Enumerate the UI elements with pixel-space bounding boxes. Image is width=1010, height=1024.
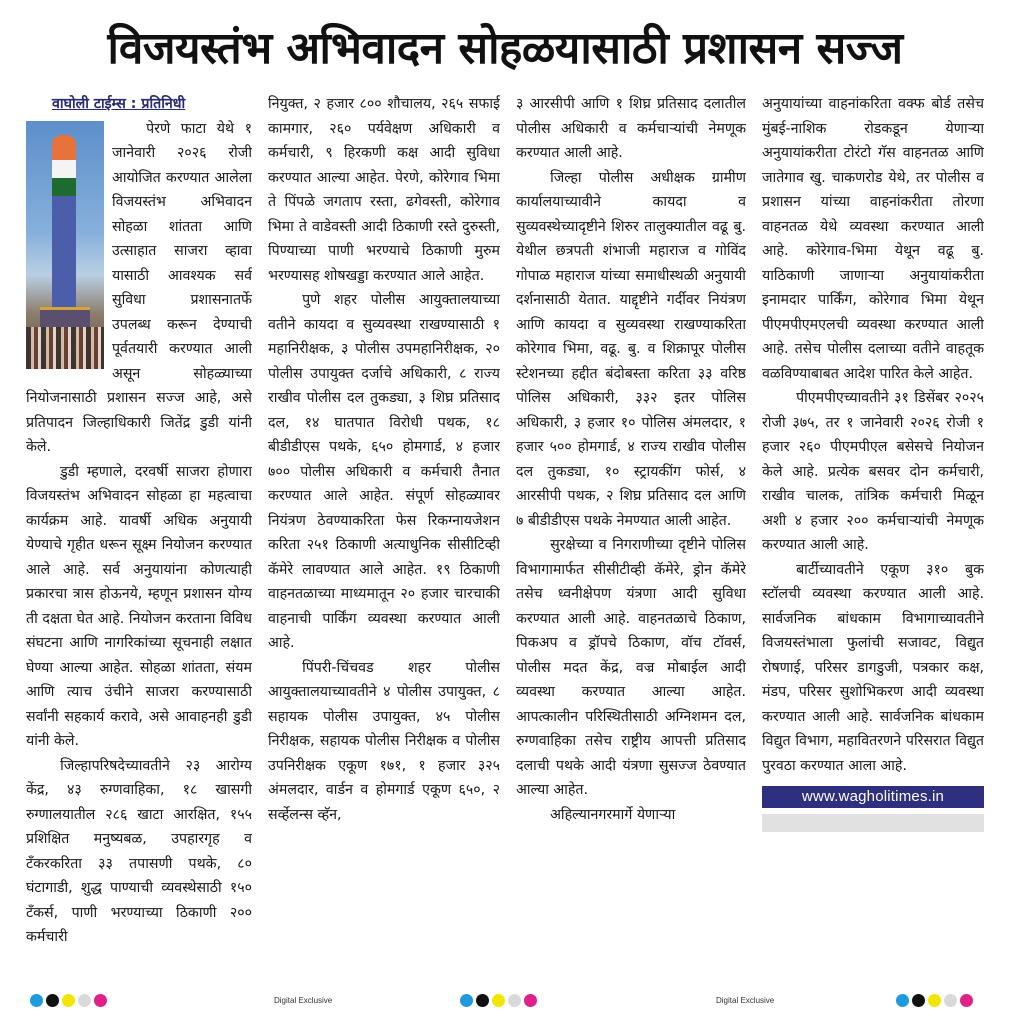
article-column-3 bbox=[516, 92, 746, 977]
registration-dot-icon bbox=[94, 994, 107, 1007]
paragraph-2-1: नियुक्त, २ हजार ८०० शौचालय, २६५ सफाई कामगार, २६० पर्यवेक्षण अधिकारी व कर्मचारी, ९ हिरकणी कक्ष आदी सुविधा करण्यात आल्या आहेत. पेरणे, कोरेगाव भिमा ते पिंपळे जगताप रस्ता, ढगेवस्ती, कोरेगाव भिमा ते वाडेवस्ती आदी ठिकाणी रस्ते दुरुस्ती, पिण्याच्या पाणी भरण्याचे ठिकाणी मुरुम भरण्यासह शोषखड्डा करण्यात आले आहेत. bbox=[268, 96, 500, 284]
registration-dot-icon bbox=[912, 994, 925, 1007]
paragraph-3-4: अहिल्यानगरमार्गे येणाऱ्या bbox=[550, 806, 676, 823]
paragraph-3-2: जिल्हा पोलीस अधीक्षक ग्रामीण कार्यालयाच्यावीने कायदा व सुव्यवस्थेच्यादृष्टीने शिरुर तालुक्यातील वढू बु. येथील छत्रपती शंभाजी महाराज व गोविंद गोपाळ महाराज यांच्या समाधीस्थळी अनुयायी दर्शनासाठी येतात. याद्दृष्टीने गर्दीवर नियंत्रण आणि कायदा व सुव्यवस्था राखण्याकरिता कोरेगाव भिमा, वढू. बु. व शिक्रापूर पोलीस स्टेशनच्या हद्दीत बंदोबस्ता करिता ३३ वरिष्ठ पोलिस अधिकारी, ३३२ इतर पोलिस अधिकारी, ३ हजार १० पोलिस अंमलदार, १ हजार ५०० होमगार्ड, ४ राज्य राखीव पोलीस दल तुकड्या, १० स्ट्रायकींग फोर्स, ४ आरसीपी पथक, २ शिघ्र प्रतिसाद दल आणि ७ बीडीडीएस पथके नेमण्यात आली आहेत. bbox=[516, 169, 746, 529]
vijaystambh-photo bbox=[26, 121, 104, 369]
byline[interactable]: वाघोली टाईम्स : प्रतिनिधी bbox=[52, 96, 186, 112]
paragraph-text: पेरणे फाटा येथे १ जानेवारी २०२६ रोजी आयोजित करण्यात आलेला विजयस्तंभ अभिवादन सोहळा शांतता आणि उत्साहात साजरा व्हावा यासाठी आवश्यक सर्व सुविधा प्रशासनातर्फे उपलब्ध करून देण्याची पूर्वतयारी करण्यात आली असून सोहळ्याच्या नियोजनासाठी प्रशासन सज्ज आहे, असे प्रतिपादन जिल्हाधिकारी जितेंद्र डुडी यांनी केले. bbox=[26, 120, 252, 455]
registration-dot-icon bbox=[30, 994, 43, 1007]
headline: विजयस्तंभ अभिवादन सोहळयासाठी प्रशासन सज्ज bbox=[107, 23, 903, 74]
registration-dot-icon bbox=[492, 994, 505, 1007]
grey-bar bbox=[762, 814, 984, 832]
crowd-shape bbox=[26, 327, 104, 369]
pillar-shape bbox=[52, 135, 76, 315]
registration-dot-icon bbox=[78, 994, 91, 1007]
footer-strip bbox=[0, 986, 1010, 1018]
paragraph-1-1 bbox=[26, 117, 252, 460]
registration-dot-icon bbox=[524, 994, 537, 1007]
paragraph-1-2: डुडी म्हणाले, दरवर्षी साजरा होणारा विजयस्तंभ अभिवादन सोहळा हा महत्वाचा कार्यक्रम आहे. यावर्षी अधिक अनुयायी येण्याचे गृहीत धरून सूक्ष्म नियोजन करण्यात आले आहे. सर्व अनुयायांना कोणत्याही प्रकारचा त्रास होऊनये, म्हणून प्रशासन योग्य ती दक्षता घेत आहे. नियोजन करताना विविध संघटना आणि नागरिकांच्या सूचनाही लक्षात घेण्या आल्या आहेत. सोहळा शांतता, संयम आणि त्याच उंचीने साजरा करण्यासाठी सर्वांनी सहकार्य करावे, असे आवाहनही डुडी यांनी केले. bbox=[26, 463, 252, 749]
registration-dot-icon bbox=[960, 994, 973, 1007]
paragraph-4-2: पीएमपीएच्यावतीने ३१ डिसेंबर २०२५ रोजी ३७५, तर १ जानेवारी २०२६ रोजी १ हजार २६० पीएमपीएल बसेसचे नियोजन केले आहे. प्रत्येक बसवर दोन कर्मचारी, राखीव चालक, तांत्रिक कर्मचारी मिळून अशी ४ हजार २०० कर्मचाऱ्यांची नेमणूक करण्यात आली आहे. bbox=[762, 390, 984, 553]
registration-dot-icon bbox=[476, 994, 489, 1007]
registration-dot-icon bbox=[460, 994, 473, 1007]
paragraph-4-1: अनुयायांच्या वाहनांकरिता वक्फ बोर्ड तसेच मुंबई-नाशिक रोडकडून येणाऱ्या अनुयायांकरीता टोरंटो गॅस वाहनतळ आणि जातेगाव खु. चाकणरोड येथे, तर पोलीस व प्रशासन यांच्या वाहनांकरीता तोरणा वाहनतळ येथे व्यवस्था करण्यात आली आहे. कोरेगाव-भिमा येथून वढू बु. याठिकाणी जाणाऱ्या अनुयायांकरीता इनामदार पार्किंग, कोरेगाव भिमा येथून पीएमपीएमएलची व्यवस्था करण्यात आली आहे. तसेच पोलीस दलाच्या वतीने वाहतूक वळविण्याबाबत आदेश पारित केले आहेत. bbox=[762, 96, 984, 382]
registration-dot-icon bbox=[62, 994, 75, 1007]
article-column-1 bbox=[26, 92, 252, 977]
registration-marks-left bbox=[30, 994, 107, 1007]
registration-marks-center bbox=[460, 994, 537, 1007]
paragraph-3-3: सुरक्षेच्या व निगराणीच्या दृष्टीने पोलिस विभागामार्फत सीसीटीव्ही कॅमेरे, ड्रोन कॅमेरे तसेच ध्वनीक्षेपण यंत्रणा आदी सुविधा करण्यात आली आहे. वाहनतळाचे ठिकाण, पिकअप व ड्रॉपचे ठिकाण, वॉच टॉवर्स, पोलीस मदत केंद्र, वज्र मोबाईल आदी व्यवस्था करण्यात आल्या आहेत. आपत्कालीन परिस्थितीसाठी अग्निशमन दल, रुग्णवाहिका तसेच राष्ट्रीय आपत्ती प्रतिसाद दलाची पथके आदी यंत्रणा सुसज्ज ठेवण्यात आल्या आहेत. bbox=[516, 537, 746, 798]
registration-dot-icon bbox=[896, 994, 909, 1007]
registration-dot-icon bbox=[508, 994, 521, 1007]
paragraph-1-3: जिल्हापरिषदेच्यावतीने २३ आरोग्य केंद्र, ४३ रुग्णवाहिका, १८ खासगी रुग्णालयातील २८६ खाटा आरक्षित, १५५ प्रशिक्षित मनुष्यबळ, उपहारगृह व टँकरकरिता ३३ तपासणी पथके, ८० घंटागाडी, शुद्ध पाण्याची व्यवस्थेसाठी १५० टँकर्स, पाणी भरण्याच्या ठिकाणी २०० कर्मचारी bbox=[26, 757, 252, 945]
digital-exclusive-label-right: Digital Exclusive bbox=[716, 996, 775, 1005]
registration-marks-right bbox=[896, 994, 973, 1007]
digital-exclusive-label-left: Digital Exclusive bbox=[274, 996, 333, 1005]
website-link[interactable]: www.wagholitimes.in bbox=[762, 786, 984, 808]
paragraph-2-3: पिंपरी-चिंचवड शहर पोलीस आयुक्तालयाच्यावतीने ४ पोलीस उपायुक्त, ८ सहायक पोलीस उपायुक्त, ४५ पोलीस निरीक्षक, सहायक पोलीस निरीक्षक व पोलीस उपनिरीक्षक एकूण १७१, १ हजार ३२५ अंमलदार, वार्डन व होमगार्ड एकूण ६५०, २ सर्व्हेलन्स व्हॅन, bbox=[268, 659, 500, 823]
registration-dot-icon bbox=[46, 994, 59, 1007]
registration-dot-icon bbox=[944, 994, 957, 1007]
article-column-2 bbox=[268, 92, 500, 977]
paragraph-3-1: ३ आरसीपी आणि १ शिघ्र प्रतिसाद दलातील पोलीस अधिकारी व कर्मचाऱ्यांची नेमणूक करण्यात आली आहे. bbox=[516, 96, 746, 161]
pillar-base-shape bbox=[40, 307, 90, 329]
registration-dot-icon bbox=[928, 994, 941, 1007]
paragraph-4-3: बार्टीच्यावतीने एकूण ३१० बुक स्टॉलची व्यवस्था करण्यात आली आहे. सार्वजनिक बांधकाम विभागाच्यावतीने विजयस्तंभाला फुलांची सजावट, विद्युत रोषणाई, परिसर डागडुजी, पत्रकार कक्ष, मंडप, परिसर सुशोभिकरण आदी व्यवस्था करण्यात आली आहे. सार्वजनिक बांधकाम विद्युत विभाग, महावितरणने परिसरात विद्युत पुरवठा करण्यात आला आहे. bbox=[762, 561, 984, 774]
paragraph-2-2: पुणे शहर पोलीस आयुक्तालयाच्या वतीने कायदा व सुव्यवस्था राखण्यासाठी १ महानिरीक्षक, ३ पोलीस उपमहानिरीक्षक, २० पोलीस उपायुक्त दर्जाचे अधिकारी, ८ राज्य राखीव पोलीस दल तुकड्या, ३ शिघ्र प्रतिसाद दल, १४ घातपात विरोधी पथक, १८ बीडीडीएस पथके, ६५० होमगार्ड, ४ हजार ७०० पोलीस अधिकारी व कर्मचारी तैनात करण्यात आले आहेत. संपूर्ण सोहळ्यावर नियंत्रण ठेवण्याकरिता फेस रिकग्नायजेशन करिता २५१ ठिकाणी अत्याधुनिक सीसीटिव्ही कॅमेरे लावण्यात आले आहेत. १९ ठिकाणी वाहनतळाच्या माध्यमातून २० हजार चारचाकी वाहनाची पार्किंग व्यवस्था करण्यात आली आहे. bbox=[268, 292, 500, 651]
article-column-4 bbox=[762, 92, 984, 977]
